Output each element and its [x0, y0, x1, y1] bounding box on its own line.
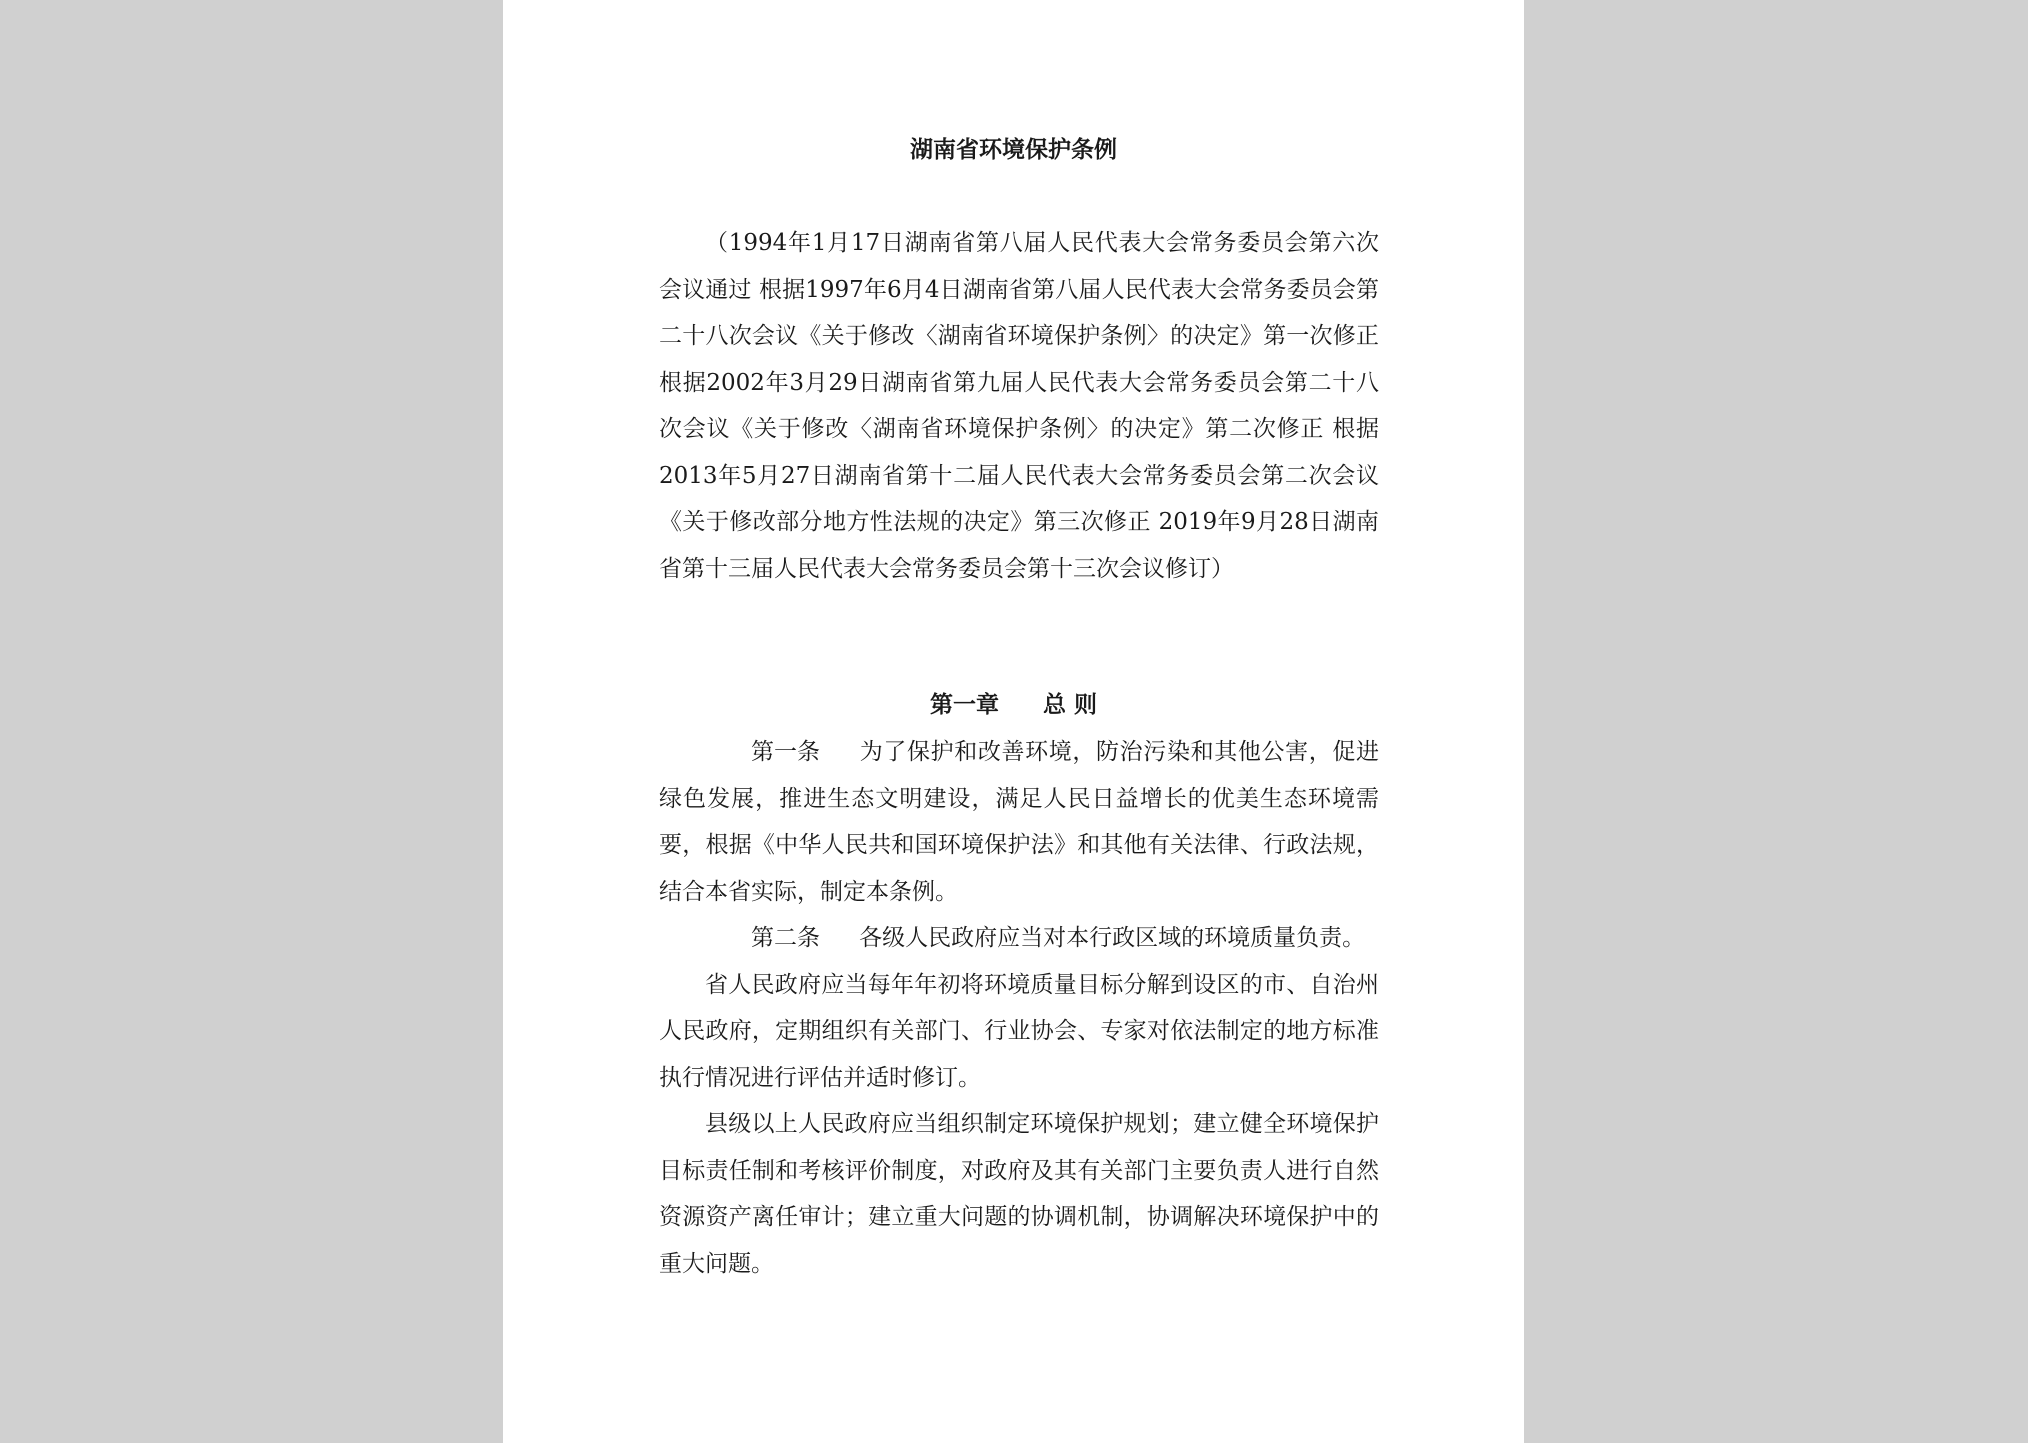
preamble-text: （1994年1月17日湖南省第八届人民代表大会常务委员会第六次会议通过 根据1997年6月4日湖南省第八届人民代表大会常务委员会第二十八次会议《关于修改〈湖南省环境保护条例〉的决定》第一次修正 根据2002年3月29日湖南省第九届人民代表大会常务委员会第二十八次会议《关于修改〈湖南省环境保护条例〉的决定》第二次修正 根据2013年5月27日湖南省第十二届人民代表大会常务委员会第二次会议《关于修改部分地方性法规的决定》第三次修正 2019年9月28日湖南省第十三届人民代表大会常务委员会第十三次会议修订）	[659, 230, 1379, 582]
article-number: 第二条	[751, 925, 820, 951]
chapter-body	[659, 729, 1379, 1287]
article-number: 第一条	[751, 739, 820, 765]
article-2-paragraph-3: 县级以上人民政府应当组织制定环境保护规划；建立健全环境保护目标责任制和考核评价制度，对政府及其有关部门主要负责人进行自然资源资产离任审计；建立重大问题的协调机制，协调解决环境保护中的重大问题。	[659, 1111, 1379, 1277]
article-1	[659, 729, 1379, 915]
chapter-heading	[503, 683, 1524, 727]
document-page	[503, 0, 1524, 1443]
preamble-block	[659, 220, 1379, 592]
chapter-number: 第一章	[929, 691, 999, 718]
article-text: 各级人民政府应当对本行政区域的环境质量负责。	[859, 925, 1366, 951]
chapter-name: 总 则	[1042, 691, 1097, 718]
article-2-paragraph-2: 省人民政府应当每年年初将环境质量目标分解到设区的市、自治州人民政府，定期组织有关部门、行业协会、专家对依法制定的地方标准执行情况进行评估并适时修订。	[659, 971, 1379, 1091]
article-text: 为了保护和改善环境，防治污染和其他公害，促进绿色发展，推进生态文明建设，满足人民日益增长的优美生态环境需要，根据《中华人民共和国环境保护法》和其他有关法律、行政法规，结合本省实际，制定本条例。	[659, 739, 1379, 905]
article-2	[659, 915, 1379, 962]
document-title: 湖南省环境保护条例	[910, 136, 1117, 163]
